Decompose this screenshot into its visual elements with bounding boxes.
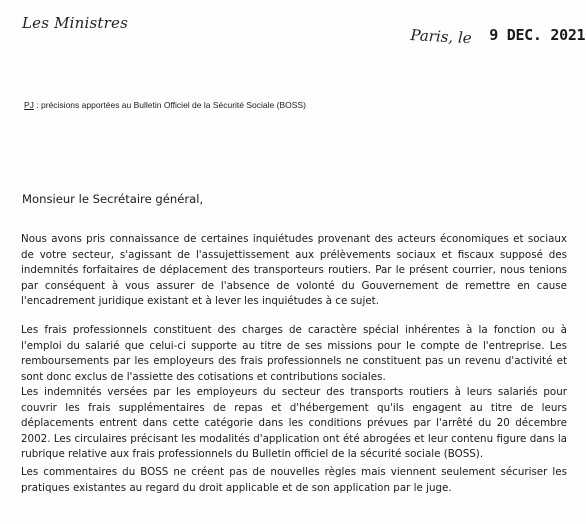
paragraph-text: Les commentaires du BOSS ne créent pas de nouvelles règles mais viennent seulement sécuriser les pratiques existantes au regard du droit applicable et de son application par le juge. (21, 466, 567, 494)
salutation: Monsieur le Secrétaire général, (22, 192, 204, 206)
paragraph-text: Nous avons pris connaissance de certaines inquiétudes provenant des acteurs économiques et sociaux de votre secteur, s'agissant de l'assujettissement aux prélèvements sociaux et fiscaux supposé des indemnités forfaitaires de déplacement des transporteurs routiers. Par le présent courrier, nous tenions par conséquent à vous assurer de l'absence de volonté du Gouvernement de remettre en cause l'encadrement juridique existant et à lever les inquiétudes à ce sujet. (21, 233, 567, 307)
place-label: Paris, le (410, 26, 473, 48)
date-stamp: 9 DEC. 2021 (489, 26, 586, 44)
letter-paragraph-4 (21, 465, 567, 496)
letter-paragraph-1 (21, 232, 567, 310)
attachment-label: PJ (24, 100, 34, 110)
sender-letterhead: Les Ministres (22, 14, 128, 32)
letter-paragraph-2 (21, 323, 567, 385)
letter-paragraph-3 (21, 385, 567, 463)
attachment-line (24, 100, 306, 110)
paragraph-text: Les frais professionnels constituent des charges de caractère spécial inhérentes à la fonction ou à l'emploi du salarié que celui-ci supporte au titre de ses missions pour le compte de l'entreprise. Les remboursements par les employeurs des frais professionnels ne constituent pas un revenu d'activité et sont donc exclus de l'assiette des cotisations et contributions sociales. (21, 324, 567, 383)
attachment-text: : précisions apportées au Bulletin Officiel de la Sécurité Sociale (BOSS) (33, 100, 306, 110)
dateline (410, 26, 586, 48)
paragraph-text: Les indemnités versées par les employeurs du secteur des transports routiers à leurs salariés pour couvrir les frais supplémentaires de repas et d'hébergement qu'ils engagent au titre de leurs déplacements entrent dans cette catégorie dans les conditions prévues par l'arrêté du 20 décembre 2002. Les circulaires précisant les modalités d'application ont été abrogées et leur contenu figure dans la rubrique relative aux frais professionnels du Bulletin officiel de la sécurité sociale (BOSS). (21, 386, 567, 460)
